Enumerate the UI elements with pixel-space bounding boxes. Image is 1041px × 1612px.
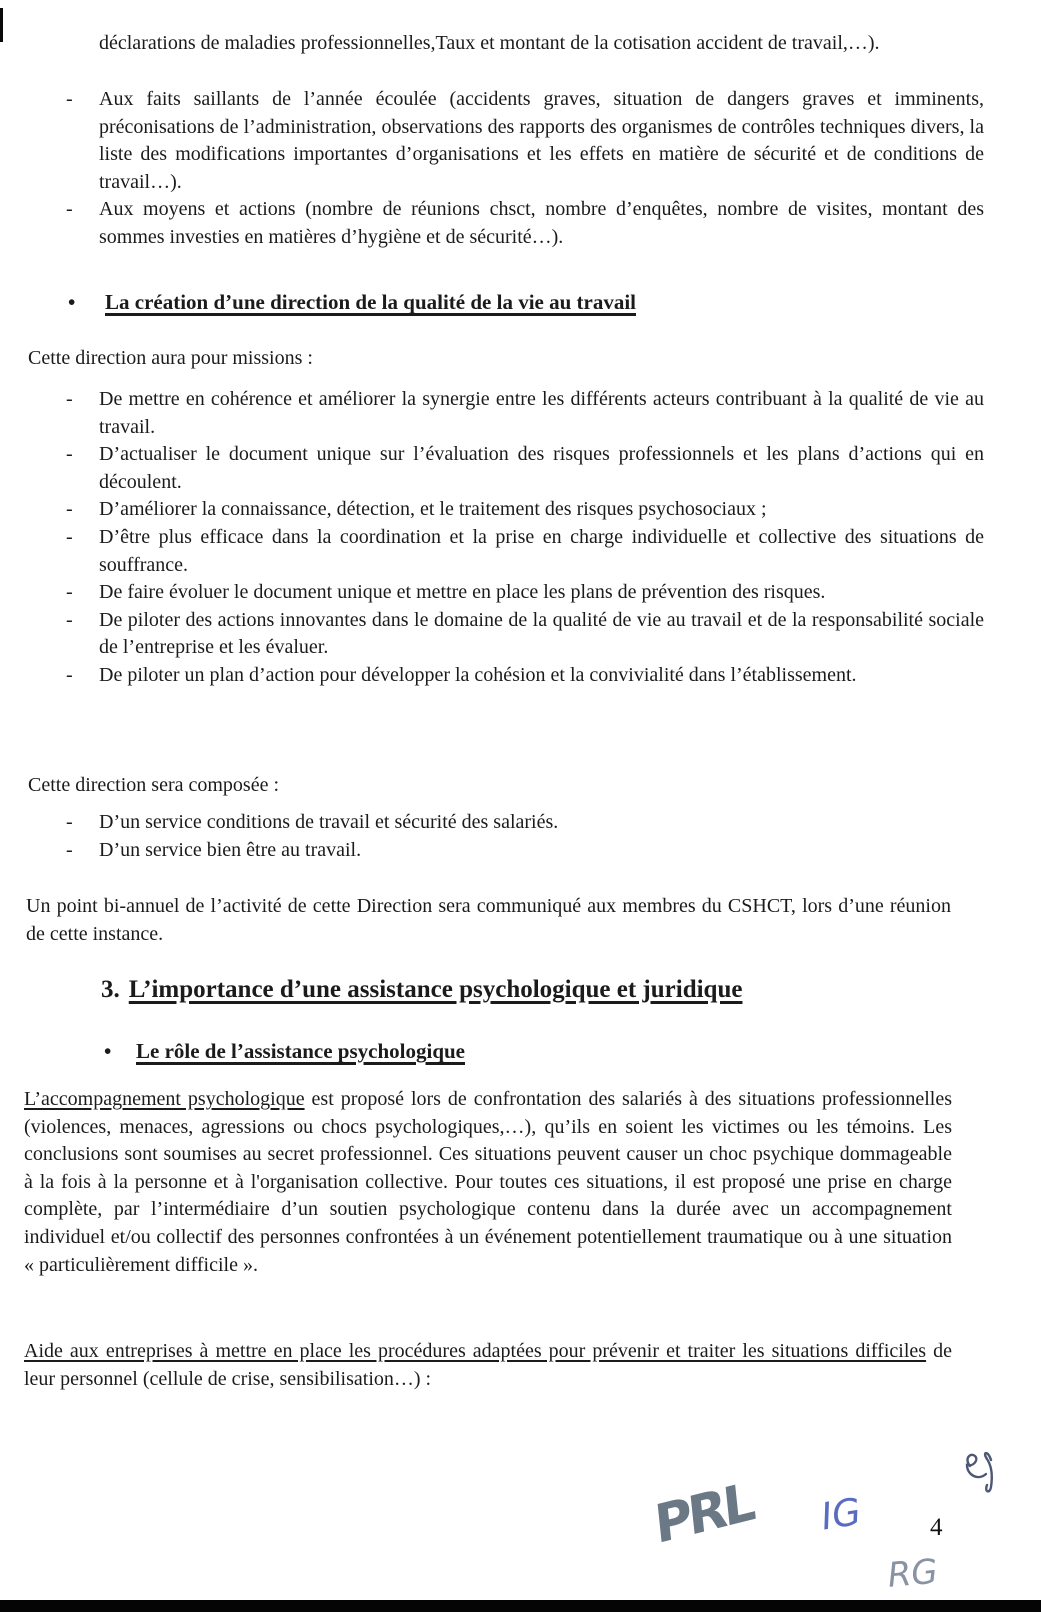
closing-paragraph: Un point bi-annuel de l’activité de cette Direction sera communiqué aux membres du CSHCT, lors d’une réunion de cette instance. [26,895,951,945]
dash-marker: - [66,663,73,686]
dash-marker: - [66,525,73,548]
list-item-text: De piloter des actions innovantes dans le domaine de la qualité de vie au travail et de la responsabilité sociale de l’entreprise et les évaluer. [99,608,984,659]
section-3-heading [101,973,742,1006]
list-item [66,386,984,441]
accompaniment-lead-underlined: L’accompagnement psychologique [24,1088,305,1110]
list-item-text: Aux moyens et actions (nombre de réunions chsct, nombre d’enquêtes, nombre de visites, montant des sommes investies en matières d’hygiène et de sécurité…). [99,198,984,248]
dash-marker: - [66,443,73,466]
dash-marker: - [66,811,73,833]
list-item [66,441,984,496]
list-item-text: D’un service conditions de travail et sécurité des salariés. [99,811,559,833]
dash-marker: - [66,608,73,631]
list-item [66,86,984,196]
list-item [66,837,984,865]
accompaniment-paragraph [24,1086,952,1279]
scan-artifact-left-edge [0,8,3,42]
list-item [66,607,984,662]
list-item [66,809,984,837]
list-item [66,579,984,607]
dash-marker: - [66,88,73,110]
bullet-marker: • [68,290,76,314]
list-item [66,196,984,251]
dash-marker: - [66,498,73,521]
missions-list [66,386,984,690]
lead-continuation-paragraph: déclarations de maladies professionnelles,Taux et montant de la cotisation accident de travail,…). [99,32,880,54]
dash-marker: - [66,581,73,604]
top-list [66,86,984,252]
aide-paragraph [24,1338,952,1393]
list-item-text: D’améliorer la connaissance, détection, et le traitement des risques psychosociaux ; [99,498,767,521]
list-item [66,524,984,579]
handwritten-squiggle-icon [960,1444,1002,1498]
aide-underlined: Aide aux entreprises à mettre en place les procédures adaptées pour prévenir et traiter les situations difficiles [24,1340,927,1362]
composition-intro: Cette direction sera composée : [28,774,280,796]
list-item-text: D’actualiser le document unique sur l’évaluation des risques professionnels et les plans d’actions qui en découlent. [99,443,984,493]
handwritten-initials-rg: RG [886,1551,940,1596]
section-number: 3. [101,976,120,1003]
list-item [66,662,984,690]
missions-intro: Cette direction aura pour missions : [28,347,313,369]
list-item-text: De mettre en cohérence et améliorer la synergie entre les différents acteurs contribuant à la qualité de vie au travail. [99,388,984,438]
heading-role-assistance [104,1038,465,1066]
handwritten-initials-prl: PRL [652,1471,755,1557]
composition-list [66,809,984,864]
section-title: L’importance d’une assistance psychologique et juridique [128,976,743,1003]
scan-artifact-bottom-bar [0,1600,1041,1612]
dash-marker: - [66,388,73,410]
list-item-text: D’être plus efficace dans la coordination et la prise en charge individuelle et collective des situations de souffrance. [99,525,984,576]
bullet-marker: • [104,1039,112,1063]
dash-marker: - [66,838,73,861]
list-item-text: De piloter un plan d’action pour développer la cohésion et la convivialité dans l’établissement. [99,663,857,686]
page-number: 4 [930,1514,943,1541]
heading-creation-direction [68,289,636,317]
list-item-text: Aux faits saillants de l’année écoulée (accidents graves, situation de dangers graves et imminents, préconisations de l’administration, observations des rapports des organismes de contrôles techniques divers, la liste des modifications importantes d’organisations et les effets en matière de sécurité et de conditions de travail…). [99,88,984,193]
accompaniment-rest: est proposé lors de confrontation des salariés à des situations professionnelles (violences, menaces, agressions ou chocs psychologiques,…), qu’ils en soient les victimes ou les témoins. Les conclusions sont soumises au secret professionnel. Ces situations peuvent causer un choc psychique dommageable à la fois à la personne et à l'organisation collective. Pour toutes ces situations, il est proposé une prise en charge complète, par l’intermédiaire d’un soutien psychologique contenu dans la durée avec un accompagnement individuel et/ou collectif des personnes confrontées à un événement potentiellement traumatique ou à une situation « particulièrement difficile ». [24,1088,953,1276]
heading-text: La création d’une direction de la qualité de la vie au travail [105,290,637,314]
list-item-text: De faire évoluer le document unique et mettre en place les plans de prévention des risques. [99,581,826,604]
list-item-text: D’un service bien être au travail. [99,838,362,861]
handwritten-initials-ig: IG [818,1489,864,1539]
aide-rest: de leur personnel (cellule de crise, sensibilisation…) : [24,1340,952,1390]
dash-marker: - [66,198,73,221]
list-item [66,496,984,524]
heading-text: Le rôle de l’assistance psychologique [136,1039,465,1063]
